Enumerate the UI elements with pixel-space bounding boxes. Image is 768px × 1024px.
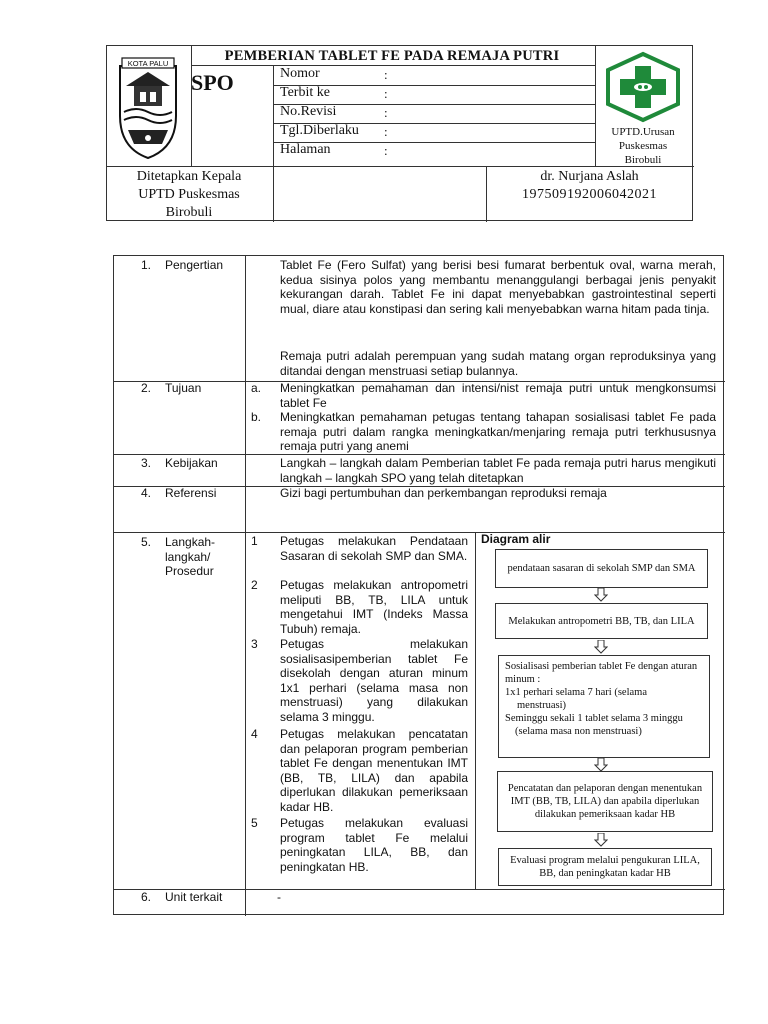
s5-label-line: Prosedur: [165, 564, 214, 578]
down-arrow-icon: [594, 588, 608, 602]
org-line: Puskesmas: [618, 140, 668, 152]
flow-box-2-text: Melakukan antropometri BB, TB, dan LILA: [508, 615, 695, 627]
step-num: 3: [251, 637, 258, 651]
s2-label: Tujuan: [165, 381, 202, 395]
meta-colon: :: [384, 86, 388, 101]
meta-colon: :: [384, 143, 388, 158]
flow-box-4-text: Pencatatan dan pelaporan dengan menentukan IMT (BB, TB, LILA) dan apabila diperlukan dilakukan pemeriksaan kadar HB: [507, 783, 703, 820]
s1-num: 1.: [141, 258, 152, 272]
s3-text: Langkah – langkah dalam Pemberian tablet Fe pada remaja putri harus mengikuti langkah – langkah SPO yang telah ditetapkan: [280, 456, 716, 485]
logo-banner-text: KOTA PALU: [127, 59, 169, 68]
s3-num: 3.: [141, 456, 152, 470]
signature-left: [106, 168, 272, 222]
step-text: Petugas melakukan pencatatan dan pelaporan program pemberian tablet Fe dengan menentukan IMT (BB, TB, LILA) dan apabila diperlukan dilakukan pemeriksaan kadar HB.: [280, 727, 468, 814]
flow-box-5-text: Evaluasi program melalui pengukuran LILA, BB, dan peningkatan kadar HB: [510, 855, 700, 879]
s6-label: Unit terkait: [165, 890, 223, 904]
down-arrow-icon: [594, 758, 608, 772]
step-text: Petugas melakukan sosialisasipemberian tablet Fe disekolah dengan aturan minum 1x1 perhari (selama masa non menstruasi) yang dilakukan selama 3 minggu.: [280, 637, 468, 724]
s1-definition-text-2: Remaja putri adalah perempuan yang sudah matang organ reproduksinya yang ditandai dengan menstruasi setiap bulannya.: [280, 349, 716, 378]
step-text: Petugas melakukan evaluasi program tablet Fe melalui peningkatan LILA, BB, dan peningkatan HB.: [280, 816, 468, 874]
flow-box-1-text: pendataan sasaran di sekolah SMP dan SMA: [507, 563, 696, 574]
flow-box-3-line: 1x1 perhari selama 7 hari (selama: [505, 687, 647, 698]
flow-box-1: [495, 549, 708, 588]
right-org-name: [597, 125, 689, 167]
puskesmas-logo: [600, 48, 686, 124]
flow-box-3-line: (selama masa non menstruasi): [515, 726, 642, 737]
down-arrow-icon: [594, 640, 608, 654]
kota-palu-logo: [112, 52, 184, 162]
s6-text: -: [277, 890, 281, 904]
step-num: 4: [251, 727, 258, 741]
s4-label: Referensi: [165, 486, 217, 500]
meta-label-tgl: Tgl.Diberlaku: [280, 123, 359, 138]
flow-box-3-line: Seminggu sekali 1 tablet selama 3 minggu: [505, 713, 683, 724]
step-num: 2: [251, 578, 258, 592]
spo-label: SPO: [191, 70, 234, 95]
step-num: 5: [251, 816, 258, 830]
step-num: 1: [251, 534, 258, 548]
sig-line: Birobuli: [165, 205, 213, 220]
s2-item-b: Meningkatkan pemahaman petugas tentang tahapan sosialisasi tablet Fe pada remaja putri dalam rangka meningkatkan/menjaring remaja putri terkhususnya remaja putri yang anemi: [280, 410, 716, 453]
s3-label: Kebijakan: [165, 456, 218, 470]
meta-colon: :: [384, 105, 388, 120]
signature-right: [486, 168, 693, 204]
s5-label: [165, 535, 215, 579]
step-text: Petugas melakukan antropometri meliputi BB, TB, LILA untuk mengetahui IMT (Indeks Massa Tubuh) remaja.: [280, 578, 468, 636]
meta-colon: :: [384, 67, 388, 82]
s6-num: 6.: [141, 890, 152, 904]
org-line: Birobuli: [624, 154, 662, 166]
s1-definition-text: Tablet Fe (Fero Sulfat) yang berisi besi fumarat berbentuk oval, warna merah, kedua sisinya polos yang membantu menanggulangi berbagai jenis penyakit kekurangan darah. Tablet Fe ini dapat menyebabkan gastrointestinal seperti mual, diare atau konstipasi dan sering kali menyebabkan warna hitam pada tinja.: [280, 258, 716, 316]
signer-name: dr. Nurjana Aslah: [540, 169, 639, 184]
diagram-title: Diagram alir: [481, 532, 551, 546]
s5-num: 5.: [141, 535, 152, 549]
step-text: Petugas melakukan Pendataan Sasaran di sekolah SMP dan SMA.: [280, 534, 468, 563]
document-title: PEMBERIAN TABLET FE PADA REMAJA PUTRI: [224, 48, 560, 64]
flow-box-5: [498, 848, 712, 886]
meta-colon: :: [384, 124, 388, 139]
s2-marker-b: b.: [251, 410, 262, 424]
s2-item-a: Meningkatkan pemahaman dan intensi/nist remaja putri untuk mengkonsumsi tablet Fe: [280, 381, 716, 410]
meta-label-terbit: Terbit ke: [280, 85, 330, 100]
flow-box-3-line: menstruasi): [517, 700, 566, 711]
s2-num: 2.: [141, 381, 152, 395]
flow-box-2: [495, 603, 708, 639]
s4-text: Gizi bagi pertumbuhan dan perkembangan reproduksi remaja: [280, 486, 607, 500]
meta-label-revisi: No.Revisi: [280, 104, 337, 119]
flow-box-3-line: Sosialisasi pemberian tablet Fe dengan aturan minum :: [505, 661, 698, 685]
s1-label: Pengertian: [165, 258, 224, 272]
s2-marker-a: a.: [251, 381, 262, 395]
meta-label-nomor: Nomor: [280, 66, 320, 81]
flow-box-3: [498, 655, 710, 758]
meta-label-halaman: Halaman: [280, 142, 331, 157]
s4-num: 4.: [141, 486, 152, 500]
signer-nip: 197509192006042021: [522, 187, 657, 202]
flow-box-4: [497, 771, 713, 832]
sig-line: UPTD Puskesmas: [138, 187, 240, 202]
org-line: UPTD.Urusan: [611, 126, 675, 138]
sig-line: Ditetapkan Kepala: [136, 169, 242, 184]
s5-label-line: Langkah-: [165, 535, 216, 549]
s5-label-line: langkah/: [165, 549, 211, 564]
down-arrow-icon: [594, 833, 608, 847]
